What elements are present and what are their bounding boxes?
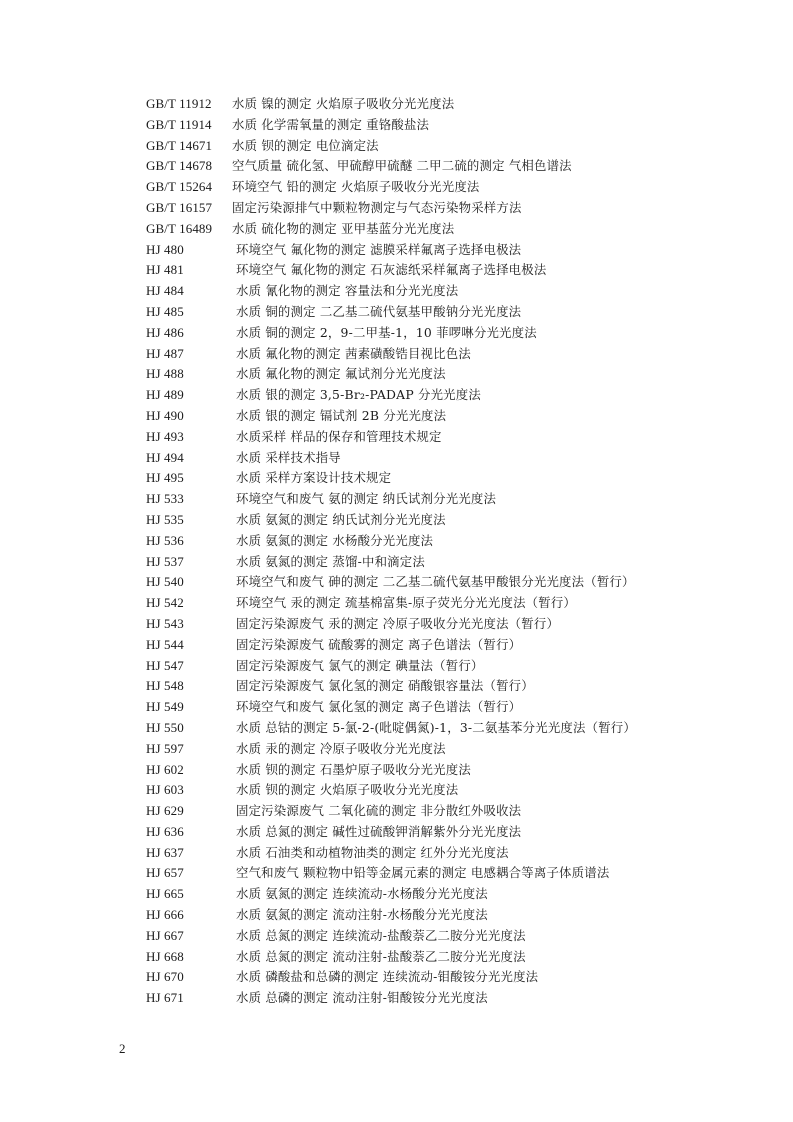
standards-list xyxy=(146,94,746,1009)
standard-row xyxy=(146,136,746,157)
standard-row xyxy=(146,198,746,219)
standard-title: 水质 铜的测定 2，9-二甲基-1，10 菲啰啉分光光度法 xyxy=(236,324,537,340)
standard-code: HJ 665 xyxy=(146,886,184,902)
standard-row xyxy=(146,863,746,884)
standard-title: 水质 氰化物的测定 容量法和分光光度法 xyxy=(236,283,459,299)
standard-code: HJ 495 xyxy=(146,470,184,486)
standard-code: HJ 637 xyxy=(146,844,184,860)
standard-code: HJ 667 xyxy=(146,927,184,943)
standard-code: HJ 542 xyxy=(146,595,184,611)
standard-row xyxy=(146,947,746,968)
standard-code: HJ 537 xyxy=(146,553,184,569)
standard-code: HJ 535 xyxy=(146,511,184,527)
standard-title: 水质 钡的测定 火焰原子吸收分光光度法 xyxy=(236,782,459,798)
standard-title: 水质 镍的测定 火焰原子吸收分光光度法 xyxy=(232,96,455,111)
standard-code: HJ 481 xyxy=(146,262,184,278)
standard-title: 水质 化学需氧量的测定 重铬酸盐法 xyxy=(232,116,430,132)
standard-code: HJ 602 xyxy=(146,761,184,777)
standard-code: GB/T 11912 xyxy=(146,96,212,111)
standard-title: 水质 采样技术指导 xyxy=(236,449,341,465)
standard-row xyxy=(146,177,746,198)
standard-code: HJ 486 xyxy=(146,324,184,340)
standard-row xyxy=(146,884,746,905)
standard-title: 环境空气 氟化物的测定 石灰滤纸采样氟离子选择电极法 xyxy=(236,262,547,278)
standard-code: HJ 480 xyxy=(146,241,184,257)
standard-row xyxy=(146,385,746,406)
standard-row xyxy=(146,364,746,385)
standard-title: 水质 氨氮的测定 连续流动-水杨酸分光光度法 xyxy=(236,886,488,902)
page-number: 2 xyxy=(119,1041,126,1056)
standard-code: HJ 629 xyxy=(146,803,184,819)
standard-title: 水质 总氮的测定 流动注射-盐酸萘乙二胺分光光度法 xyxy=(236,948,526,964)
standard-row xyxy=(146,656,746,677)
standard-title: 固定污染源废气 氯气的测定 碘量法（暂行） xyxy=(236,657,484,673)
standard-title: 水质 总氮的测定 连续流动-盐酸萘乙二胺分光光度法 xyxy=(236,927,526,943)
standard-code: GB/T 15264 xyxy=(146,179,213,195)
standard-code: GB/T 16489 xyxy=(146,220,213,236)
standard-title: 水质 氨氮的测定 蒸馏-中和滴定法 xyxy=(236,553,425,569)
standard-code: HJ 671 xyxy=(146,990,184,1006)
standard-row xyxy=(146,344,746,365)
standard-title: 水质 总钴的测定 5-氯-2-(吡啶偶氮)-1，3-二氨基苯分光光度法（暂行） xyxy=(236,719,636,735)
standard-row xyxy=(146,593,746,614)
standard-row xyxy=(146,780,746,801)
standard-row xyxy=(146,219,746,240)
standard-row xyxy=(146,572,746,593)
standard-code: HJ 533 xyxy=(146,491,184,507)
standard-row xyxy=(146,427,746,448)
standard-title: 水质 总氮的测定 碱性过硫酸钾消解紫外分光光度法 xyxy=(236,823,522,839)
standard-row xyxy=(146,967,746,988)
standard-row xyxy=(146,697,746,718)
standard-row xyxy=(146,635,746,656)
standard-title: 水质 氟化物的测定 氟试剂分光光度法 xyxy=(236,366,446,382)
standard-row xyxy=(146,406,746,427)
standard-code: GB/T 14678 xyxy=(146,158,213,174)
standard-row xyxy=(146,676,746,697)
standard-title: 水质采样 样品的保存和管理技术规定 xyxy=(236,428,442,444)
standard-code: HJ 550 xyxy=(146,719,184,735)
standard-code: GB/T 16157 xyxy=(146,199,213,215)
standard-row xyxy=(146,531,746,552)
standard-code: HJ 484 xyxy=(146,283,184,299)
standard-code: HJ 490 xyxy=(146,407,184,423)
standard-code: HJ 543 xyxy=(146,615,184,631)
standard-title: 固定污染源废气 汞的测定 冷原子吸收分光光度法（暂行） xyxy=(236,615,560,631)
standard-code: HJ 488 xyxy=(146,366,184,382)
standard-row xyxy=(146,760,746,781)
standard-code: HJ 544 xyxy=(146,636,184,652)
standard-title: 固定污染源废气 二氧化硫的测定 非分散红外吸收法 xyxy=(236,803,522,819)
standard-code: HJ 540 xyxy=(146,574,184,590)
standard-row xyxy=(146,115,746,136)
standard-title: 水质 采样方案设计技术规定 xyxy=(236,470,392,486)
standard-row xyxy=(146,822,746,843)
standard-row xyxy=(146,302,746,323)
standard-code: HJ 657 xyxy=(146,865,184,881)
standard-row xyxy=(146,448,746,469)
standard-title: 环境空气和废气 氨的测定 纳氏试剂分光光度法 xyxy=(236,491,497,507)
standard-title: 水质 银的测定 3,5-Br₂-PADAP 分光光度法 xyxy=(236,387,481,403)
standard-title: 水质 石油类和动植物油类的测定 红外分光光度法 xyxy=(236,844,509,860)
standard-code: GB/T 14671 xyxy=(146,137,213,153)
standard-code: HJ 670 xyxy=(146,969,184,985)
standard-title: 固定污染源废气 氯化氢的测定 硝酸银容量法（暂行） xyxy=(236,678,534,694)
standard-row xyxy=(146,718,746,739)
standard-row xyxy=(146,843,746,864)
standard-row xyxy=(146,739,746,760)
standard-title: 环境空气 氟化物的测定 滤膜采样氟离子选择电极法 xyxy=(236,241,522,257)
standard-title: 水质 汞的测定 冷原子吸收分光光度法 xyxy=(236,740,446,756)
standard-row xyxy=(146,614,746,635)
standard-code: HJ 493 xyxy=(146,428,184,444)
standard-title: 水质 钡的测定 石墨炉原子吸收分光光度法 xyxy=(236,761,471,777)
standard-row xyxy=(146,489,746,510)
standard-row xyxy=(146,281,746,302)
standard-row xyxy=(146,926,746,947)
standard-code: HJ 597 xyxy=(146,740,184,756)
standard-code: HJ 548 xyxy=(146,678,184,694)
standard-row xyxy=(146,905,746,926)
standard-title: 环境空气 铅的测定 火焰原子吸收分光光度法 xyxy=(232,179,480,195)
standard-title: 水质 银的测定 镉试剂 2B 分光光度法 xyxy=(236,407,447,423)
standard-code: HJ 485 xyxy=(146,303,184,319)
standard-code: HJ 549 xyxy=(146,699,184,715)
standard-title: 水质 氟化物的测定 茜素磺酸锆目视比色法 xyxy=(236,345,471,361)
standard-code: HJ 494 xyxy=(146,449,184,465)
standard-title: 水质 氨氮的测定 水杨酸分光光度法 xyxy=(236,532,434,548)
standard-row xyxy=(146,156,746,177)
standard-title: 环境空气 汞的测定 巯基棉富集-原子荧光分光光度法（暂行） xyxy=(236,595,577,611)
standard-title: 空气和废气 颗粒物中铅等金属元素的测定 电感耦合等离子体质谱法 xyxy=(236,865,610,881)
standard-code: HJ 603 xyxy=(146,782,184,798)
standard-code: HJ 636 xyxy=(146,823,184,839)
standard-row xyxy=(146,260,746,281)
standard-title: 空气质量 硫化氢、甲硫醇甲硫醚 二甲二硫的测定 气相色谱法 xyxy=(232,158,572,174)
standard-row xyxy=(146,801,746,822)
standard-title: 水质 硫化物的测定 亚甲基蓝分光光度法 xyxy=(232,220,455,236)
standard-title: 环境空气和废气 氯化氢的测定 离子色谱法（暂行） xyxy=(236,699,522,715)
standard-code: HJ 489 xyxy=(146,387,184,403)
standard-row xyxy=(146,240,746,261)
standard-code: HJ 536 xyxy=(146,532,184,548)
standard-title: 水质 氨氮的测定 流动注射-水杨酸分光光度法 xyxy=(236,907,488,923)
standard-title: 水质 铜的测定 二乙基二硫代氨基甲酸钠分光光度法 xyxy=(236,303,522,319)
standard-code: GB/T 11914 xyxy=(146,116,212,132)
standard-row xyxy=(146,988,746,1009)
standard-row xyxy=(146,323,746,344)
standard-code: HJ 547 xyxy=(146,657,184,673)
standard-row xyxy=(146,94,746,115)
standard-title: 水质 磷酸盐和总磷的测定 连续流动-钼酸铵分光光度法 xyxy=(236,969,539,985)
standard-title: 环境空气和废气 砷的测定 二乙基二硫代氨基甲酸银分光光度法（暂行） xyxy=(236,574,635,590)
standard-code: HJ 666 xyxy=(146,907,184,923)
standard-title: 水质 钡的测定 电位滴定法 xyxy=(232,137,379,153)
standard-row xyxy=(146,552,746,573)
standard-row xyxy=(146,510,746,531)
standard-title: 固定污染源排气中颗粒物测定与气态污染物采样方法 xyxy=(232,199,522,215)
standard-title: 水质 总磷的测定 流动注射-钼酸铵分光光度法 xyxy=(236,990,488,1006)
standard-code: HJ 668 xyxy=(146,948,184,964)
standard-title: 水质 氨氮的测定 纳氏试剂分光光度法 xyxy=(236,511,446,527)
standard-code: HJ 487 xyxy=(146,345,184,361)
standard-row xyxy=(146,468,746,489)
standard-title: 固定污染源废气 硫酸雾的测定 离子色谱法（暂行） xyxy=(236,636,522,652)
